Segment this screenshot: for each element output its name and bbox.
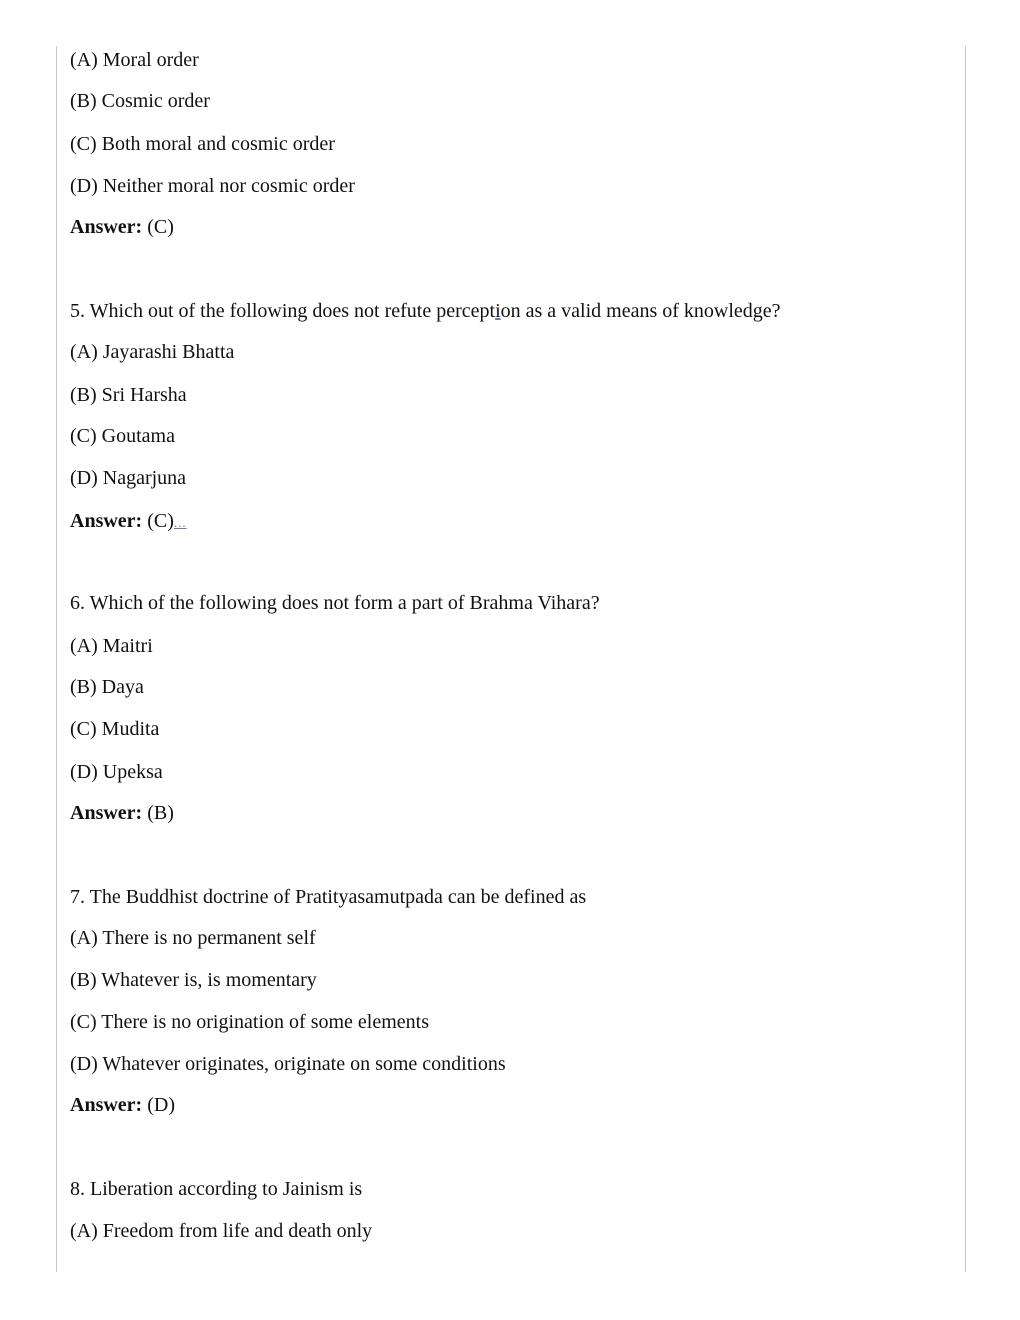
answer-label: Answer: — [70, 1094, 143, 1116]
answer-line — [70, 1093, 175, 1117]
comment-marker[interactable]: ... — [173, 515, 187, 530]
option-d: (D) Neither moral nor cosmic order — [70, 175, 355, 197]
option-d: (D) Upeksa — [70, 761, 163, 783]
option-b: (B) Whatever is, is momentary — [70, 969, 317, 991]
answer-line — [70, 215, 174, 239]
left-margin-line — [56, 46, 57, 1272]
question-text-end: on as a valid means of knowledge? — [500, 300, 781, 322]
option-a: (A) Jayarashi Bhatta — [70, 341, 235, 363]
option-d: (D) Whatever originates, originate on some conditions — [70, 1053, 506, 1075]
option-a: (A) There is no permanent self — [70, 927, 316, 949]
answer-line — [70, 509, 187, 535]
option-c: (C) Mudita — [70, 718, 160, 740]
option-d: (D) Nagarjuna — [70, 467, 187, 489]
answer-line — [70, 801, 174, 825]
answer-value: (D) — [147, 1094, 175, 1116]
question-6: 6. Which of the following does not form a part of Brahma Vihara? — [70, 592, 600, 614]
option-c: (C) There is no origination of some elements — [70, 1011, 429, 1033]
option-b: (B) Daya — [70, 676, 144, 698]
answer-value: (C) — [147, 510, 174, 532]
answer-label: Answer: — [70, 216, 143, 238]
option-c: (C) Both moral and cosmic order — [70, 133, 335, 155]
answer-label: Answer: — [70, 510, 143, 532]
question-5 — [70, 299, 781, 323]
right-margin-line — [965, 46, 966, 1272]
answer-value: (C) — [147, 216, 174, 238]
option-a: (A) Moral order — [70, 49, 199, 71]
question-8: 8. Liberation according to Jainism is — [70, 1178, 363, 1200]
option-c: (C) Goutama — [70, 425, 175, 447]
comment-marked-char[interactable]: i — [495, 300, 501, 322]
option-b: (B) Cosmic order — [70, 90, 210, 112]
option-a: (A) Maitri — [70, 635, 153, 657]
option-a: (A) Freedom from life and death only — [70, 1220, 373, 1242]
question-text: 5. Which out of the following does not refute percept — [70, 300, 496, 322]
answer-value: (B) — [147, 802, 174, 824]
question-7: 7. The Buddhist doctrine of Pratityasamutpada can be defined as — [70, 886, 587, 908]
answer-label: Answer: — [70, 802, 143, 824]
option-b: (B) Sri Harsha — [70, 384, 187, 406]
